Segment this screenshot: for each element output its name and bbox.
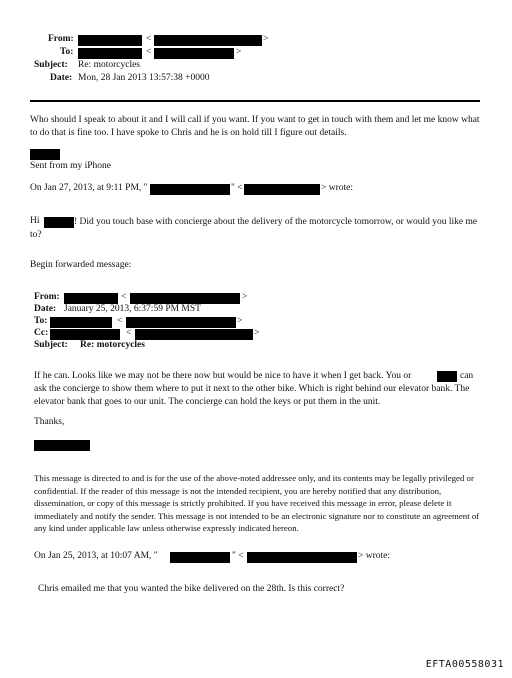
- redacted-quote1-email: [244, 184, 320, 195]
- from-lt: <: [146, 34, 152, 44]
- redacted-fwd-cc-name: [50, 329, 120, 340]
- fwd-cc-lt: <: [126, 328, 132, 338]
- fwd-cc-gt: >: [254, 328, 260, 338]
- fwd-body-rest: can ask the concierge to show them where to put it next to the other bike. Which is right behind our elevator bank. The elevator bank that goes to our unit. The concierge can hold the keys or put them in the unit.: [34, 371, 474, 407]
- quote1-greeting: Hi: [30, 216, 40, 226]
- fwd-subject-value: Re: motorcycles: [80, 340, 145, 350]
- redacted-quote1-name: [150, 184, 230, 195]
- redacted-fwd-to-email: [126, 317, 236, 328]
- date-value: Mon, 28 Jan 2013 13:57:38 +0000: [78, 73, 210, 83]
- redacted-from-name: [78, 35, 142, 46]
- signature: Sent from my iPhone: [30, 161, 112, 171]
- quote2-attr-mid: " <: [232, 551, 244, 561]
- quote1-attr-mid: " <: [231, 183, 243, 193]
- thanks: Thanks,: [34, 417, 65, 427]
- quote2-attr-start: On Jan 25, 2013, at 10:07 AM, ": [34, 551, 158, 561]
- fwd-subject-label: Subject:: [34, 340, 68, 350]
- date-label: Date:: [50, 73, 73, 83]
- redacted-quote2-name: [170, 552, 230, 563]
- bates-number: EFTA00558031: [425, 659, 504, 670]
- fwd-to-gt: >: [237, 316, 243, 326]
- from-label: From:: [48, 34, 74, 44]
- fwd-from-label: From:: [34, 292, 60, 302]
- to-gt: >: [236, 47, 242, 57]
- fwd-to-lt: <: [117, 316, 123, 326]
- redacted-fwd-from-name: [64, 293, 118, 304]
- redacted-to-name: [78, 48, 142, 59]
- header-divider: [30, 100, 480, 102]
- fwd-body-first-line: If he can. Looks like we may not be there now but would be nice to have it when I get back. You or: [34, 371, 412, 381]
- quote1-attr-start: On Jan 27, 2013, at 9:11 PM, ": [30, 183, 148, 193]
- fwd-date-label: Date:: [34, 304, 57, 314]
- fwd-from-lt: <: [121, 292, 127, 302]
- from-gt: >: [263, 34, 269, 44]
- subject-value: Re: motorcycles: [78, 60, 140, 70]
- forwarded-label: Begin forwarded message:: [30, 260, 132, 270]
- subject-label: Subject:: [34, 60, 68, 70]
- fwd-cc-label: Cc:: [34, 328, 49, 338]
- to-label: To:: [60, 47, 74, 57]
- redacted-fwd-signature: [34, 440, 90, 451]
- redacted-from-email: [154, 35, 262, 46]
- quote1-body: ! Did you touch base with concierge about the delivery of the motorcycle tomorrow, or would you like me to?: [30, 217, 478, 240]
- quote2-body: Chris emailed me that you wanted the bike delivered on the 28th. Is this correct?: [38, 584, 345, 594]
- redacted-fwd-from-email: [130, 293, 240, 304]
- redacted-sender-name: [30, 149, 60, 160]
- fwd-date-value: January 25, 2013, 6:37:59 PM MST: [64, 304, 201, 314]
- fwd-from-gt: >: [242, 292, 248, 302]
- disclaimer: This message is directed to and is for the use of the above-noted addressee only, and its contents may be legally privileged or confidential. If the reader of this message is not the intended recipient, you are hereby notified that any distribution, dissemination, or copy of this message is strictly prohibited. If you have received this message in error, please delete it immediately and notify the sender. This message is not intended to be an electronic signature nor to constitute an agreement of any kind under applicable law unless otherwise expressly indicated hereon.: [34, 473, 480, 533]
- redacted-fwd-cc-email: [135, 329, 253, 340]
- reply-body: Who should I speak to about it and I will call if you want. If you want to get in touch with them and let me know what to do that is fine too. I have spoke to Chris and he is on hold till I figure out details.: [30, 115, 480, 138]
- redacted-fwd-to-name: [50, 317, 112, 328]
- fwd-to-label: To:: [34, 316, 48, 326]
- quote2-attr-end: > wrote:: [358, 551, 391, 561]
- redacted-quote2-email: [247, 552, 357, 563]
- quote1-attr-end: > wrote:: [321, 183, 354, 193]
- to-lt: <: [146, 47, 152, 57]
- redacted-to-email: [154, 48, 234, 59]
